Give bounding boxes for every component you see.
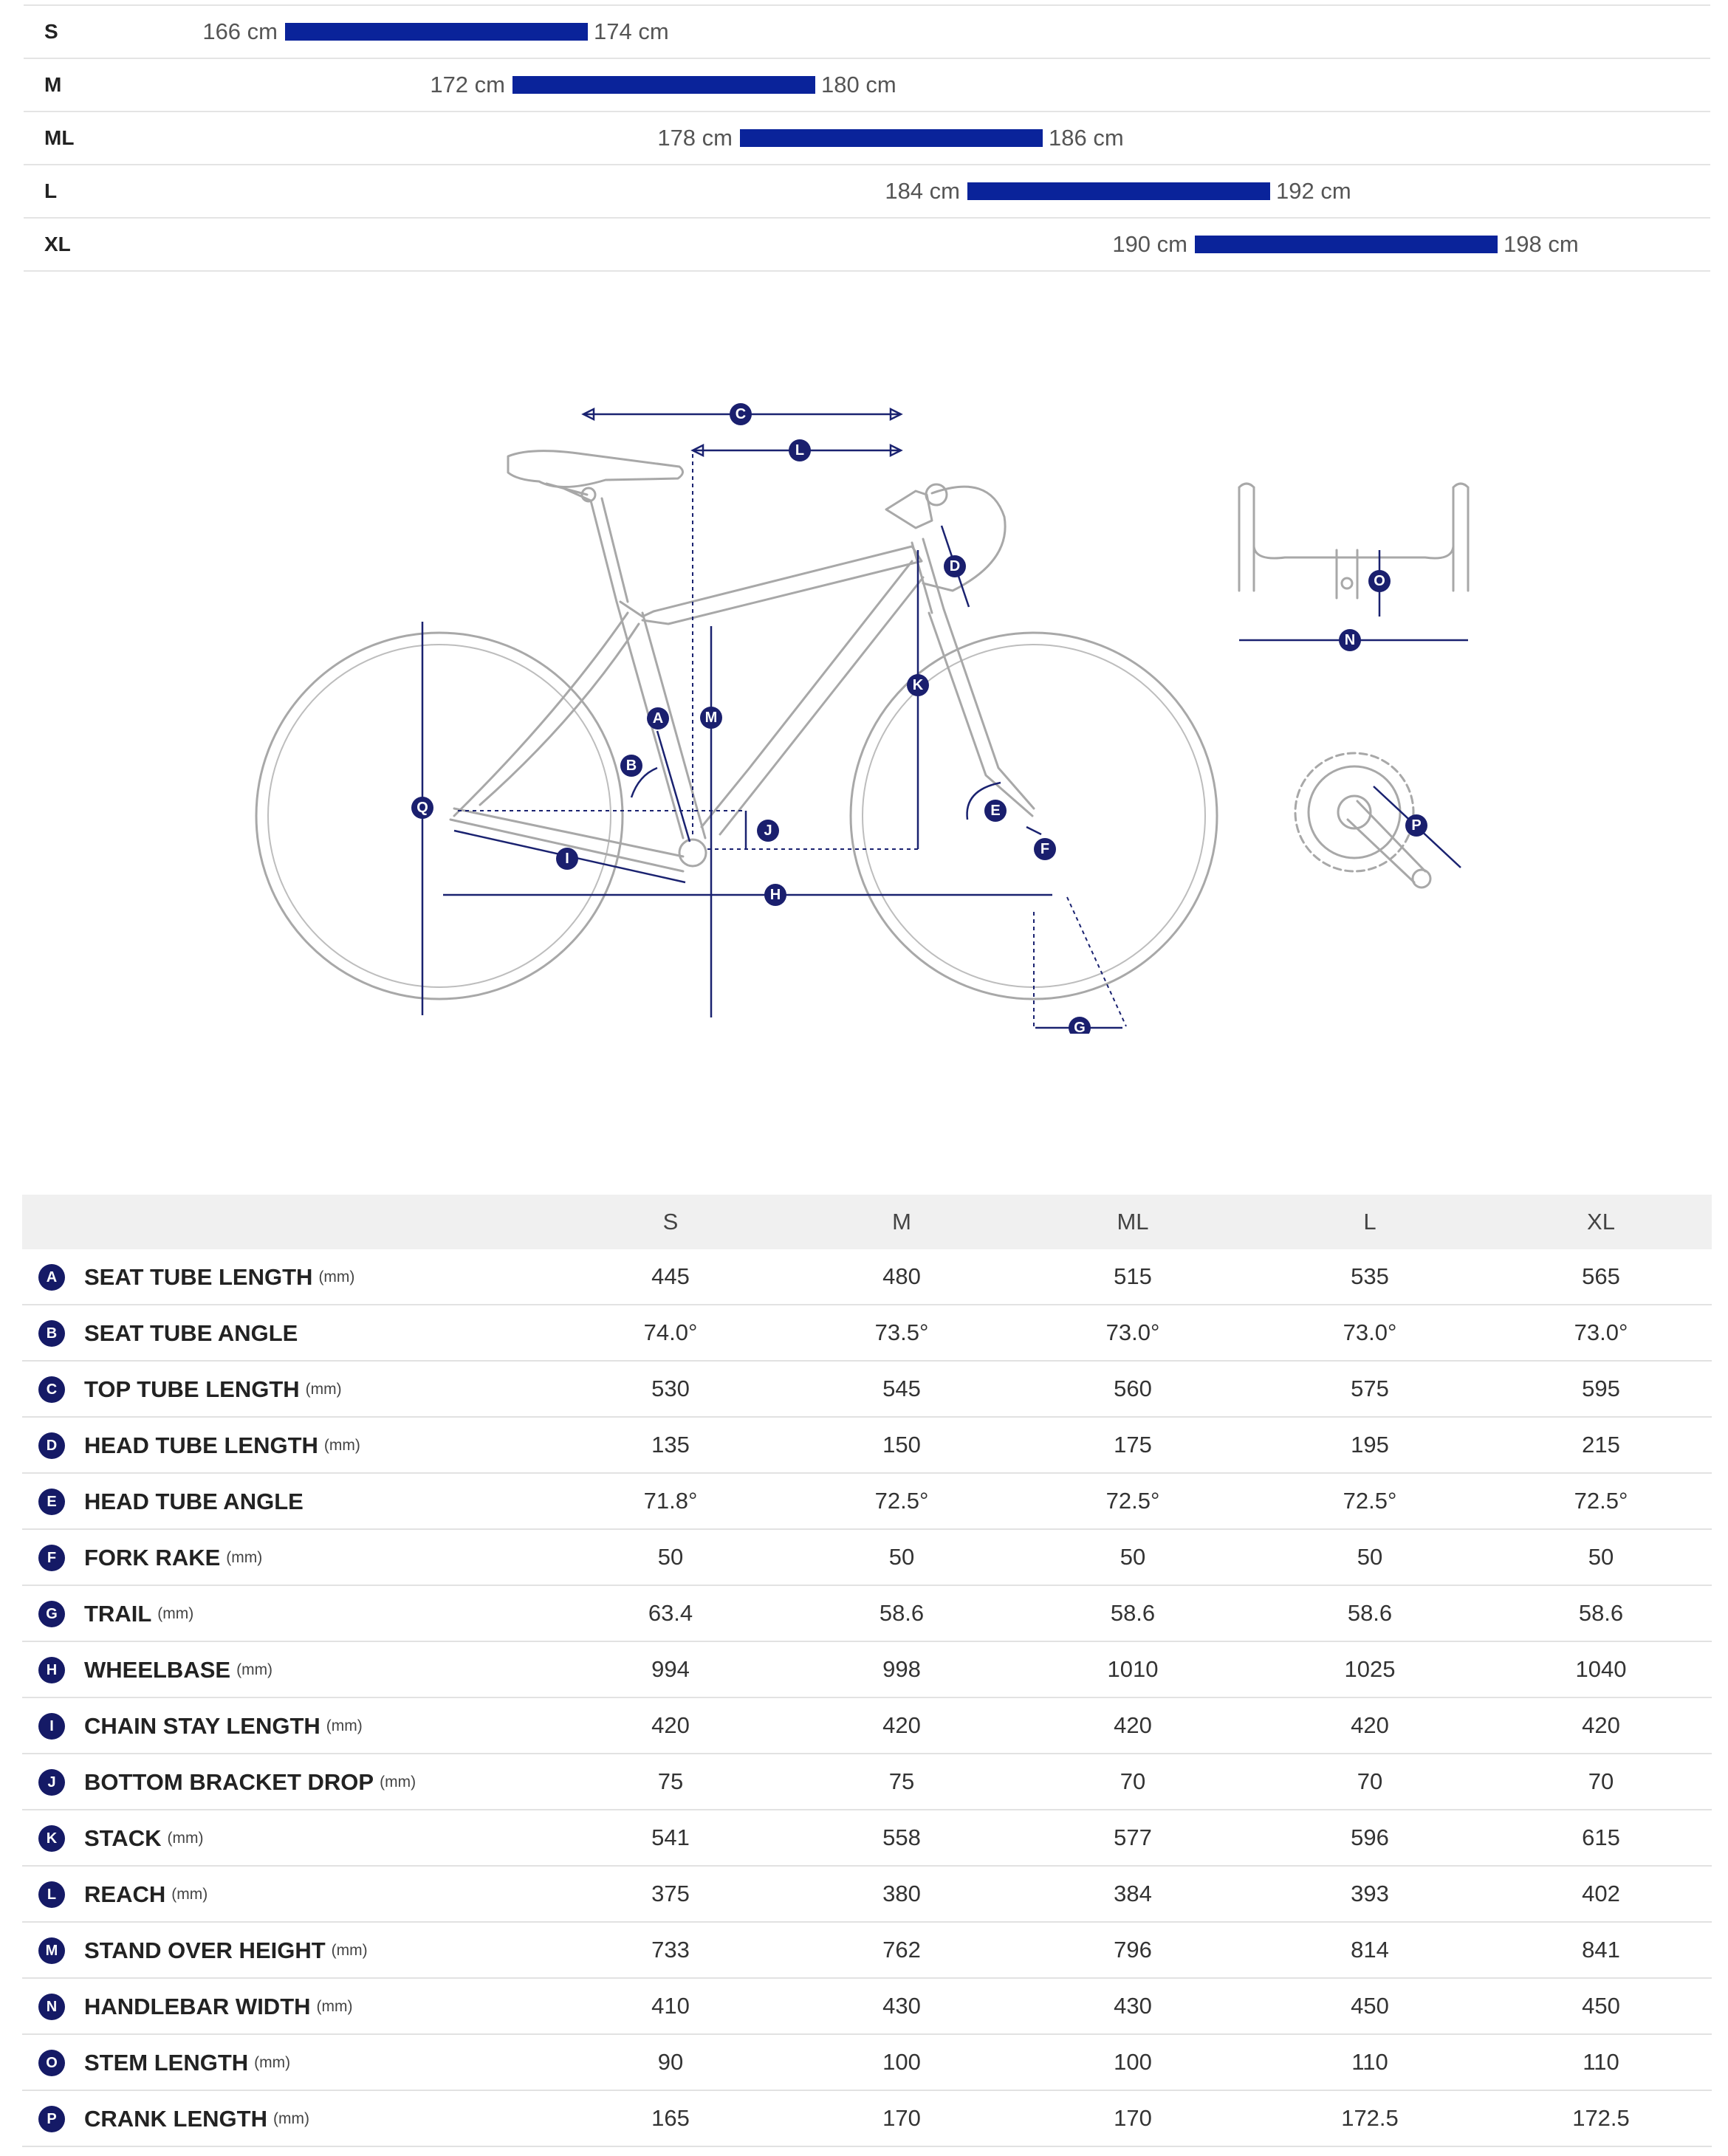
badge-d [944,555,966,577]
measurement-value: 1040 [1490,1641,1712,1697]
measurement-label [22,1922,554,1978]
measurement-unit: (mm) [157,1604,194,1622]
measurement-value: 172.5 [1490,2090,1712,2146]
table-row [22,1866,1712,1922]
measurement-name: STAND OVER HEIGHT [84,1937,326,1963]
range-row [24,112,1710,165]
table-row [22,1417,1712,1473]
measurement-value: 420 [787,1697,1016,1754]
measurement-unit: (mm) [226,1548,263,1566]
svg-text:I: I [565,851,569,867]
measurement-unit: (mm) [273,2109,309,2127]
measurement-name: STACK [84,1824,162,1851]
table-row [22,1585,1712,1641]
measurement-value: 480 [787,1249,1016,1305]
measurement-value: 1010 [1016,1641,1249,1697]
measurement-label [22,2090,554,2146]
measurement-letter-badge: G [38,1601,65,1627]
range-bar [285,23,588,41]
measurement-label [22,2034,554,2090]
measurement-letter-badge: K [38,1825,65,1852]
range-max-height: 174 cm [594,18,669,44]
header-size-ml: ML [1016,1195,1249,1249]
table-row [22,1978,1712,2034]
table-row [22,1922,1712,1978]
range-max-height: 186 cm [1049,125,1124,151]
measurement-letter-badge: H [38,1657,65,1683]
header-size-xl: XL [1490,1195,1712,1249]
svg-text:E: E [990,803,1001,819]
measurement-label [22,1417,554,1473]
table-header-row [22,1195,1712,1249]
svg-text:P: P [1411,817,1422,834]
measurement-name: SEAT TUBE ANGLE [84,1319,298,1346]
measurement-value: 75 [554,1754,787,1810]
range-row [24,59,1710,112]
svg-text:C: C [735,406,747,422]
badge-p [1405,814,1427,837]
measurement-value: 135 [554,1417,787,1473]
table-row [22,1641,1712,1697]
measurement-value: 450 [1490,1978,1712,2034]
badge-n [1339,629,1361,651]
geometry-table [22,1195,1712,2147]
measurement-value: 63.4 [554,1585,787,1641]
measurement-value: 994 [554,1641,787,1697]
badge-o [1368,570,1391,592]
measurement-name: HANDLEBAR WIDTH [84,1993,311,2019]
header-size-s: S [554,1195,787,1249]
range-bar [512,76,815,94]
rider-height-ranges [24,4,1710,272]
range-size-label: ML [44,126,75,149]
range-bar [740,129,1043,147]
measurement-value: 762 [787,1922,1016,1978]
measurement-unit: (mm) [236,1661,273,1678]
badge-c [730,403,752,425]
svg-text:A: A [652,710,664,727]
measurement-value: 58.6 [787,1585,1016,1641]
table-row [22,1473,1712,1529]
measurement-letter-badge: O [38,2050,65,2076]
svg-text:Q: Q [416,800,428,816]
measurement-value: 814 [1249,1922,1490,1978]
dimension-badges [411,403,1091,1034]
measurement-value: 50 [1016,1529,1249,1585]
measurement-value: 58.6 [1016,1585,1249,1641]
measurement-value: 545 [787,1361,1016,1417]
measurement-letter-badge: F [38,1545,65,1571]
badge-i [556,848,578,870]
measurement-label [22,1529,554,1585]
measurement-value: 565 [1490,1249,1712,1305]
range-bar [967,182,1270,200]
measurement-value: 445 [554,1249,787,1305]
dimension-lines [422,409,1126,1028]
measurement-value: 195 [1249,1417,1490,1473]
svg-text:L: L [795,442,805,459]
table-row [22,1361,1712,1417]
measurement-letter-badge: M [38,1937,65,1964]
measurement-letter-badge: J [38,1769,65,1796]
measurement-value: 170 [787,2090,1016,2146]
measurement-label [22,1305,554,1361]
measurement-unit: (mm) [167,1829,204,1847]
measurement-value: 58.6 [1490,1585,1712,1641]
measurement-letter-badge: N [38,1994,65,2020]
handlebar-diagram [1226,473,1484,665]
measurement-label [22,1754,554,1810]
badge-h [764,884,786,906]
measurement-value: 530 [554,1361,787,1417]
table-row [22,1249,1712,1305]
measurement-value: 430 [1016,1978,1249,2034]
table-row [22,2034,1712,2090]
measurement-value: 72.5° [787,1473,1016,1529]
measurement-value: 70 [1249,1754,1490,1810]
measurement-value: 420 [1490,1697,1712,1754]
measurement-value: 541 [554,1810,787,1866]
measurement-value: 384 [1016,1866,1249,1922]
range-size-label: S [44,20,58,43]
measurement-label [22,1697,554,1754]
measurement-value: 72.5° [1490,1473,1712,1529]
badge-f [1034,838,1056,860]
bike-frame-drawing [256,451,1217,999]
measurement-name: TRAIL [84,1600,152,1627]
measurement-value: 70 [1490,1754,1712,1810]
measurement-letter-badge: I [38,1713,65,1740]
measurement-value: 75 [787,1754,1016,1810]
range-size-label: XL [44,233,71,255]
geometry-table-body [22,1249,1712,2146]
measurement-name: CHAIN STAY LENGTH [84,1712,320,1739]
table-row [22,1305,1712,1361]
range-min-height: 178 cm [657,125,733,151]
measurement-label [22,1585,554,1641]
measurement-label [22,1866,554,1922]
measurement-value: 215 [1490,1417,1712,1473]
table-row [22,1697,1712,1754]
range-max-height: 198 cm [1504,231,1579,257]
measurement-value: 595 [1490,1361,1712,1417]
measurement-value: 430 [787,1978,1016,2034]
svg-text:O: O [1374,573,1385,589]
measurement-value: 110 [1490,2034,1712,2090]
measurement-value: 375 [554,1866,787,1922]
measurement-name: REACH [84,1881,166,1907]
measurement-value: 577 [1016,1810,1249,1866]
measurement-value: 110 [1249,2034,1490,2090]
measurement-letter-badge: L [38,1881,65,1908]
measurement-value: 796 [1016,1922,1249,1978]
measurement-label [22,1249,554,1305]
measurement-letter-badge: E [38,1489,65,1515]
svg-text:G: G [1074,1020,1086,1034]
table-row [22,2090,1712,2146]
range-min-height: 184 cm [885,178,960,204]
measurement-value: 72.5° [1016,1473,1249,1529]
measurement-label [22,1361,554,1417]
measurement-letter-badge: D [38,1432,65,1459]
measurement-label [22,1641,554,1697]
header-size-l: L [1249,1195,1490,1249]
range-max-height: 180 cm [821,72,896,97]
measurement-value: 50 [1490,1529,1712,1585]
badge-e [984,800,1007,822]
measurement-letter-badge: P [38,2106,65,2132]
badge-m [700,707,722,729]
measurement-value: 72.5° [1249,1473,1490,1529]
measurement-value: 1025 [1249,1641,1490,1697]
measurement-value: 170 [1016,2090,1249,2146]
badge-q [411,797,433,819]
measurement-value: 420 [1249,1697,1490,1754]
svg-text:B: B [625,758,637,774]
measurement-value: 575 [1249,1361,1490,1417]
measurement-value: 175 [1016,1417,1249,1473]
measurement-unit: (mm) [171,1885,208,1903]
measurement-value: 90 [554,2034,787,2090]
measurement-name: WHEELBASE [84,1656,231,1683]
measurement-label [22,1473,554,1529]
badge-a [647,707,669,729]
table-row [22,1754,1712,1810]
measurement-value: 50 [554,1529,787,1585]
bike-geometry-diagram [244,384,1233,1034]
range-size-label: M [44,73,62,96]
measurement-value: 50 [1249,1529,1490,1585]
measurement-unit: (mm) [326,1717,363,1734]
header-size-m: M [787,1195,1016,1249]
measurement-value: 535 [1249,1249,1490,1305]
measurement-value: 615 [1490,1810,1712,1866]
measurement-value: 73.0° [1249,1305,1490,1361]
measurement-value: 100 [1016,2034,1249,2090]
measurement-value: 393 [1249,1866,1490,1922]
measurement-name: STEM LENGTH [84,2049,249,2076]
measurement-value: 380 [787,1866,1016,1922]
measurement-value: 558 [787,1810,1016,1866]
range-row [24,165,1710,219]
measurement-value: 50 [787,1529,1016,1585]
range-min-height: 172 cm [430,72,505,97]
measurement-value: 596 [1249,1810,1490,1866]
measurement-value: 420 [554,1697,787,1754]
range-row [24,219,1710,272]
measurement-name: FORK RAKE [84,1544,221,1570]
badge-b [620,755,642,777]
measurement-name: HEAD TUBE LENGTH [84,1432,318,1458]
header-corner [22,1195,554,1249]
measurement-name: TOP TUBE LENGTH [84,1376,300,1402]
measurement-letter-badge: A [38,1264,65,1291]
range-max-height: 192 cm [1276,178,1351,204]
badge-l [789,439,811,461]
svg-text:J: J [764,823,772,839]
measurement-value: 841 [1490,1922,1712,1978]
measurement-value: 515 [1016,1249,1249,1305]
range-size-label: L [44,179,58,202]
measurement-unit: (mm) [323,1436,360,1454]
measurement-value: 733 [554,1922,787,1978]
measurement-unit: (mm) [254,2053,291,2071]
svg-text:K: K [912,677,924,693]
measurement-value: 165 [554,2090,787,2146]
measurement-unit: (mm) [305,1380,342,1398]
table-row [22,1529,1712,1585]
table-row [22,1810,1712,1866]
measurement-value: 998 [787,1641,1016,1697]
measurement-value: 71.8° [554,1473,787,1529]
range-bar [1195,236,1498,253]
range-min-height: 166 cm [202,18,278,44]
range-row [24,4,1710,59]
measurement-value: 70 [1016,1754,1249,1810]
badge-k [907,674,929,696]
crankset-diagram [1278,738,1470,901]
svg-text:M: M [704,710,718,726]
range-min-height: 190 cm [1112,231,1187,257]
measurement-value: 402 [1490,1866,1712,1922]
svg-text:F: F [1040,841,1050,857]
measurement-letter-badge: B [38,1320,65,1347]
measurement-label [22,1810,554,1866]
svg-text:H: H [769,887,781,903]
measurement-name: BOTTOM BRACKET DROP [84,1768,374,1795]
measurement-value: 73.5° [787,1305,1016,1361]
measurement-value: 74.0° [554,1305,787,1361]
measurement-value: 450 [1249,1978,1490,2034]
measurement-unit: (mm) [380,1773,416,1791]
measurement-value: 172.5 [1249,2090,1490,2146]
measurement-label [22,1978,554,2034]
measurement-name: CRANK LENGTH [84,2105,267,2132]
measurement-value: 150 [787,1417,1016,1473]
measurement-unit: (mm) [318,1268,355,1285]
svg-text:D: D [949,558,961,574]
measurement-name: HEAD TUBE ANGLE [84,1488,304,1514]
measurement-value: 100 [787,2034,1016,2090]
measurement-value: 420 [1016,1697,1249,1754]
measurement-value: 58.6 [1249,1585,1490,1641]
badge-j [757,820,779,842]
measurement-letter-badge: C [38,1376,65,1403]
badge-g [1069,1017,1091,1034]
measurement-name: SEAT TUBE LENGTH [84,1263,313,1290]
measurement-value: 560 [1016,1361,1249,1417]
measurement-value: 73.0° [1490,1305,1712,1361]
measurement-unit: (mm) [316,1997,353,2015]
svg-text:N: N [1344,632,1356,648]
measurement-unit: (mm) [331,1941,368,1959]
measurement-value: 73.0° [1016,1305,1249,1361]
measurement-value: 410 [554,1978,787,2034]
